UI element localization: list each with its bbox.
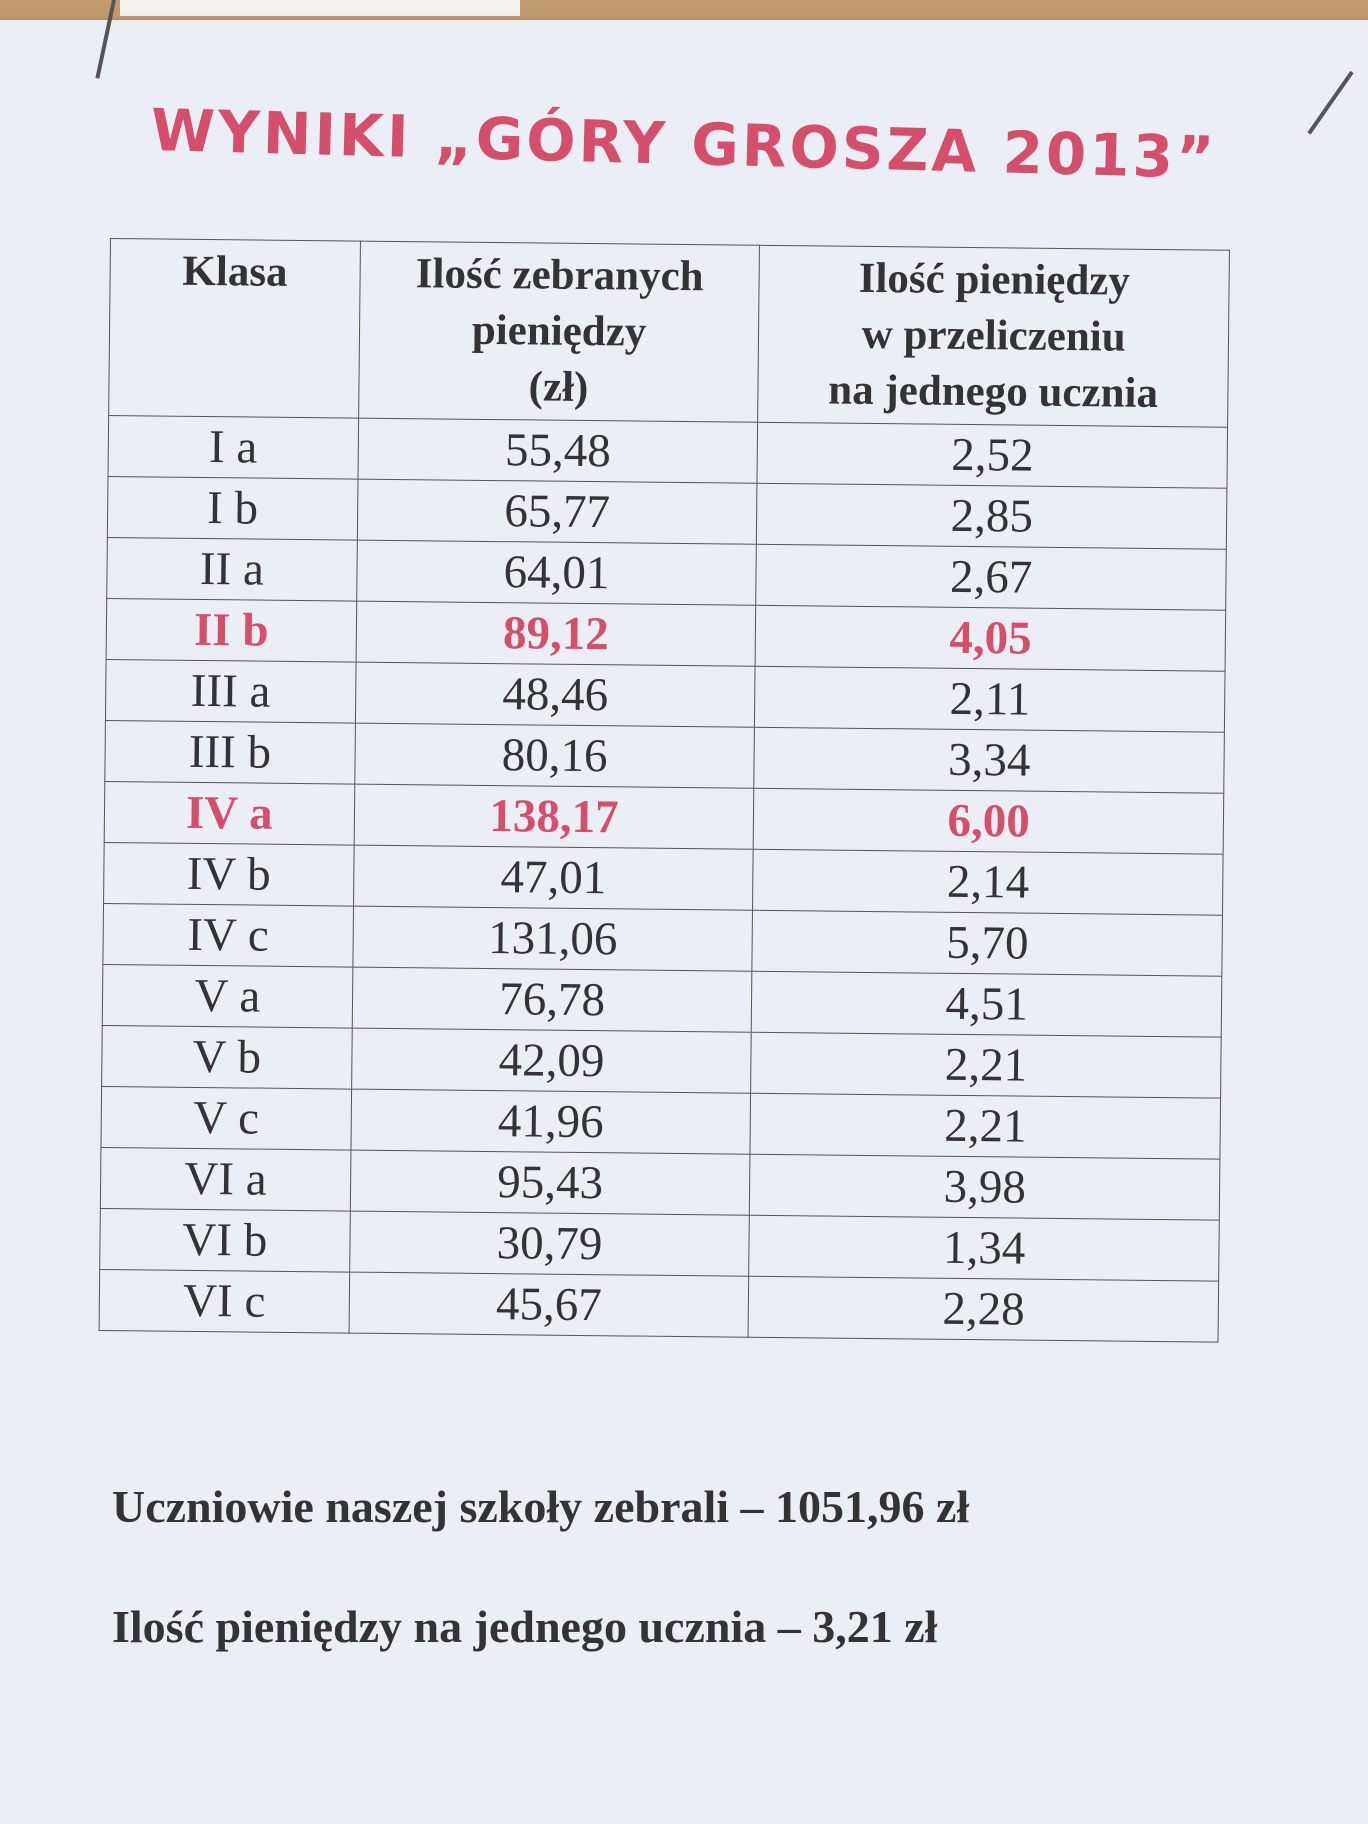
cell-klasa: IV c (103, 903, 353, 967)
cell-klasa: III a (105, 659, 355, 723)
table-row (104, 781, 1224, 854)
cell-na-ucznia: 2,85 (757, 483, 1227, 549)
header-line: na jednego ucznia (828, 366, 1159, 417)
header-zebrane (358, 241, 759, 422)
cell-klasa: IV b (104, 842, 354, 906)
cell-zebrane: 30,79 (349, 1211, 749, 1276)
header-line: w przeliczeniu (861, 310, 1126, 361)
cell-zebrane: 89,12 (356, 601, 756, 666)
cell-na-ucznia: 2,21 (750, 1093, 1220, 1159)
cell-na-ucznia: 2,21 (751, 1032, 1221, 1098)
cell-zebrane: 131,06 (353, 906, 753, 971)
header-klasa (109, 239, 361, 419)
cell-na-ucznia: 3,34 (754, 727, 1224, 793)
cell-na-ucznia: 1,34 (749, 1215, 1219, 1281)
cell-zebrane: 48,46 (355, 662, 755, 727)
cell-klasa: IV a (104, 781, 354, 845)
summary-per-student: Ilość pieniędzy na jednego ucznia – 3,21 zł (112, 1601, 938, 1652)
cell-na-ucznia: 4,51 (752, 971, 1222, 1037)
cell-zebrane: 138,17 (354, 784, 754, 849)
table-body (99, 415, 1228, 1342)
cell-klasa: V b (102, 1025, 352, 1089)
cell-klasa: V a (102, 964, 352, 1028)
cell-zebrane: 47,01 (353, 845, 753, 910)
cell-na-ucznia: 2,11 (755, 666, 1225, 732)
cell-na-ucznia: 2,52 (757, 422, 1227, 488)
cell-klasa: I a (108, 415, 358, 479)
cell-zebrane: 64,01 (356, 540, 756, 605)
cell-klasa: VI b (100, 1208, 350, 1272)
poster-title: WYNIKI „GÓRY GROSZA 2013” (150, 96, 1218, 192)
cell-klasa: II b (106, 598, 356, 662)
cell-klasa: VI a (100, 1147, 350, 1211)
cell-na-ucznia: 3,98 (750, 1154, 1220, 1220)
header-line: Ilość zebranych (415, 250, 704, 301)
table-row (99, 1269, 1219, 1342)
cell-zebrane: 42,09 (351, 1028, 751, 1093)
header-line: Klasa (182, 247, 288, 296)
cell-na-ucznia: 2,28 (748, 1276, 1218, 1342)
summary-total: Uczniowie naszej szkoły zebrali – 1051,96 zł (112, 1481, 970, 1532)
cell-zebrane: 55,48 (358, 418, 758, 483)
cell-klasa: III b (105, 720, 355, 784)
header-line: (zł) (528, 363, 589, 412)
cell-zebrane: 45,67 (349, 1272, 749, 1337)
cell-zebrane: 41,96 (351, 1089, 751, 1154)
table-header-row (109, 239, 1230, 428)
results-table (99, 238, 1230, 1343)
cell-na-ucznia: 2,14 (753, 849, 1223, 915)
cell-zebrane: 65,77 (357, 479, 757, 544)
cell-zebrane: 80,16 (355, 723, 755, 788)
cell-na-ucznia: 5,70 (752, 910, 1222, 976)
cell-na-ucznia: 4,05 (755, 605, 1225, 671)
cell-klasa: V c (101, 1086, 351, 1150)
cell-na-ucznia: 6,00 (754, 788, 1224, 854)
cell-zebrane: 95,43 (350, 1150, 750, 1215)
cell-klasa: VI c (99, 1269, 349, 1333)
header-line: Ilość pieniędzy (858, 254, 1131, 305)
cell-klasa: II a (107, 537, 357, 601)
paper-strip (120, 0, 520, 16)
header-line: pieniędzy (471, 306, 647, 356)
cell-na-ucznia: 2,67 (756, 544, 1226, 610)
header-na-ucznia (758, 245, 1229, 427)
cell-klasa: I b (107, 476, 357, 540)
cell-zebrane: 76,78 (352, 967, 752, 1032)
